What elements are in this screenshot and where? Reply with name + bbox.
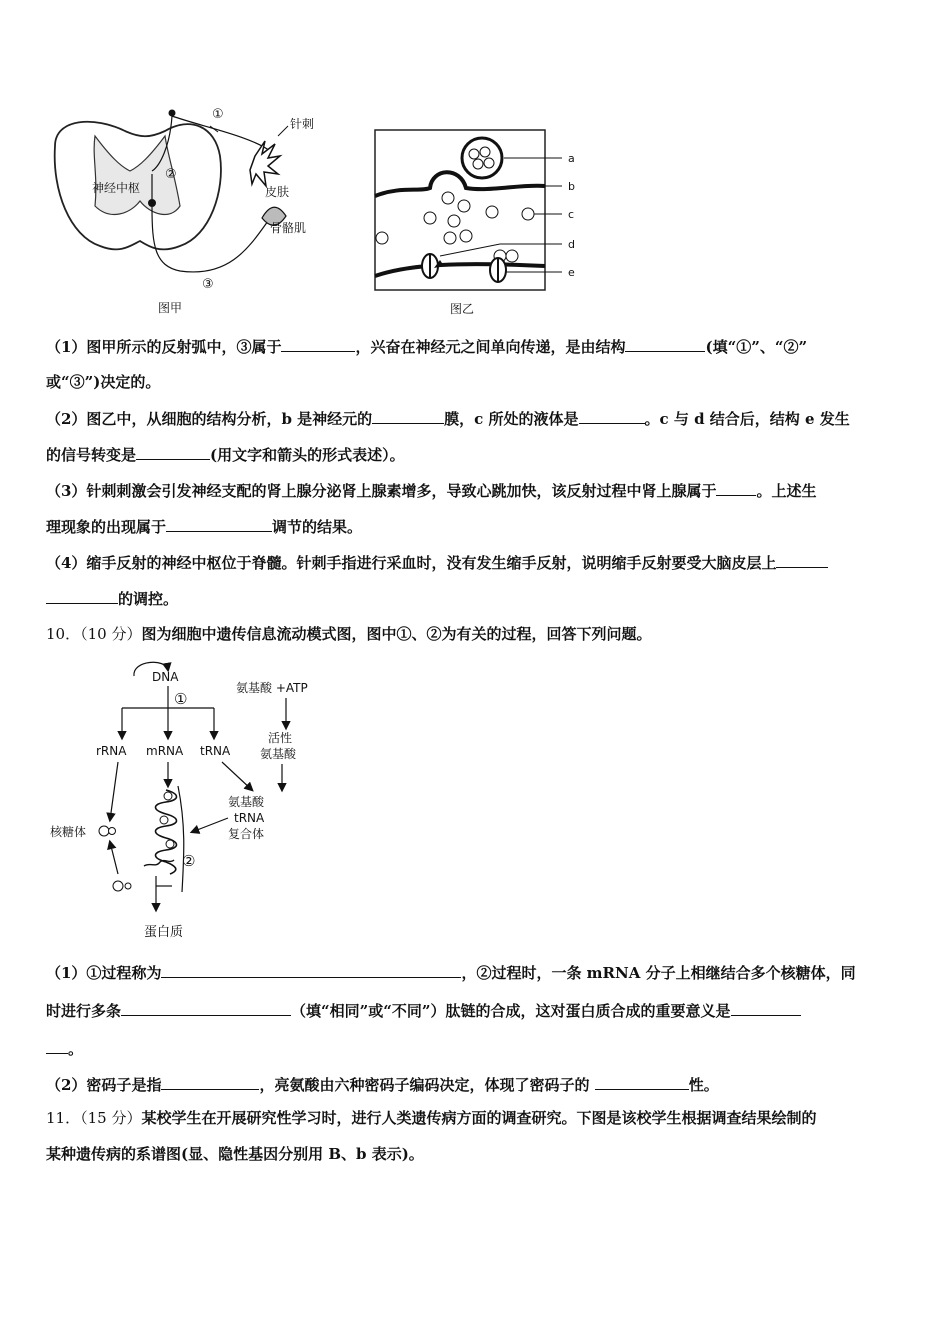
label-2: ② [165,167,177,182]
q9-part4-line1: （4）缩手反射的神经中枢位于脊髓。针刺手指进行采血时，没有发生缩手反射，说明缩手反射要受大脑皮层上 [46,552,828,573]
label-needle: 针刺 [290,117,315,131]
mark-1: ① [174,690,188,708]
q10-part1-line3: 。 [46,1038,83,1059]
svg-text:a: a [568,152,575,165]
q9-part3-line1: （3）针刺刺激会引发神经支配的肾上腺分泌肾上腺素增多，导致心跳加快，该反射过程中肾上腺属于 。上述生 [46,482,817,500]
svg-text:氨基酸: 氨基酸 [228,795,265,809]
label-3: ③ [202,277,214,292]
q9-part4-line2: 的调控。 [46,588,178,609]
q9-part2-line1: （2）图乙中，从细胞的结构分析，b 是神经元的 膜，c 所处的液体是 。c 与 d 结合后，结构 e 发生 [46,410,850,428]
mrna-label: mRNA [146,744,184,758]
svg-text:b: b [568,180,575,193]
label-1: ① [212,107,224,122]
label-skin: 皮肤 [265,185,290,199]
ribosome-label: 核糖体 [50,825,87,839]
q9-part1-line2: 或“③”)决定的。 [46,373,161,391]
q9-part2-line2: 的信号转变是 (用文字和箭头的形式表述）。 [46,446,405,464]
q9-part3-line2: 理现象的出现属于 调节的结果。 [46,518,363,536]
q9-part1-line1: （1）图甲所示的反射弧中，③属于 ，兴奋在神经元之间单向传递，是由结构 (填“①”、“②” [46,338,808,356]
aa-atp-label: 氨基酸 +ATP [236,681,308,695]
svg-text:c: c [568,208,575,221]
dna-label: DNA [152,670,179,684]
caption-jia: 图甲 [158,301,183,315]
protein-label: 蛋白质 [144,925,184,940]
svg-text:活性: 活性 [268,731,293,745]
rrna-label: rRNA [96,744,127,758]
q10-part1-line1: （1）①过程称为 ，②过程时，一条 mRNA 分子上相继结合多个核糖体，同 [46,964,856,982]
q10-part1-line2: 时进行多条 （填“相同”或“不同”）肽链的合成，这对蛋白质合成的重要意义是 [46,1000,801,1021]
q11-stem-line2: 某种遗传病的系谱图(显、隐性基因分别用 B、b 表示)。 [46,1145,424,1163]
figure-gene-flow [46,656,346,946]
figure-jia [40,96,340,318]
q10-part2: （2）密码子是指 ，亮氨酸由六种密码子编码决定，体现了密码子的 性。 [46,1076,719,1094]
svg-text:e: e [568,266,575,279]
svg-text:氨基酸: 氨基酸 [260,747,297,761]
svg-text:复合体: 复合体 [228,827,265,841]
mark-2: ② [182,852,196,870]
svg-text:d: d [568,238,575,251]
trna-label: tRNA [200,744,231,758]
q10-stem: 10．（10 分）图为细胞中遗传信息流动模式图，图中①、②为有关的过程，回答下列问题。 [46,625,652,643]
figure-yi [370,126,585,318]
svg-text:tRNA: tRNA [234,811,265,825]
caption-yi: 图乙 [450,302,475,316]
label-muscle: 骨骼肌 [270,221,307,235]
q11-stem-line1: 11．（15 分）某校学生在开展研究性学习时，进行人类遗传病方面的调查研究。下图是该校学生根据调查结果绘制的 [46,1109,817,1127]
label-center: 神经中枢 [92,181,141,195]
